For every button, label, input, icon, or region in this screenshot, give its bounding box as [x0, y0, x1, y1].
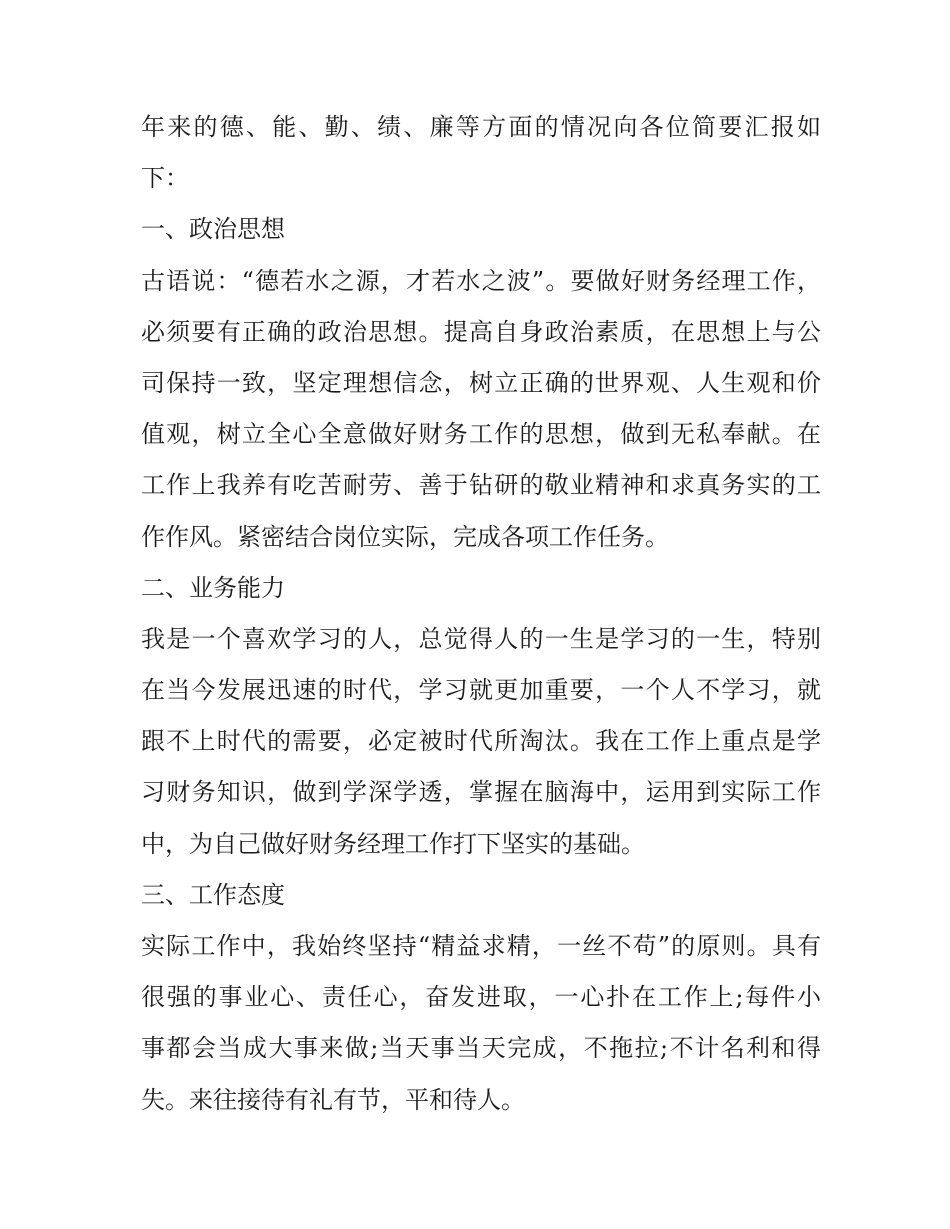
text-line: 跟不上时代的需要，必定被时代所淘汰。我在工作上重点是学 — [141, 727, 821, 756]
document-body — [141, 102, 821, 1126]
text-line: 古语说：“德若水之源，才若水之波”。要做好财务经理工作， — [141, 266, 821, 295]
text-line: 作作风。紧密结合岗位实际，完成各项工作任务。 — [141, 522, 669, 551]
text-line: 我是一个喜欢学习的人，总觉得人的一生是学习的一生，特别 — [141, 624, 821, 653]
text-line: 失。来往接待有礼有节，平和待人。 — [141, 1085, 525, 1114]
text-line: 值观，树立全心全意做好财务工作的思想，做到无私奉献。在 — [141, 420, 821, 449]
text-line: 事都会当成大事来做;当天事当天完成，不拖拉;不计名利和得 — [141, 1034, 821, 1063]
text-line: 实际工作中，我始终坚持“精益求精，一丝不苟”的原则。具有 — [141, 932, 821, 960]
section-heading-attitude: 三、工作态度 — [141, 880, 285, 909]
text-line: 习财务知识，做到学深学透，掌握在脑海中，运用到实际工作 — [141, 778, 821, 807]
text-line: 年来的德、能、勤、绩、廉等方面的情况向各位简要汇报如 — [141, 113, 821, 141]
section-heading-politics: 一、政治思想 — [141, 215, 285, 244]
text-line: 中，为自己做好财务经理工作打下坚实的基础。 — [141, 829, 645, 858]
text-line: 很强的事业心、责任心，奋发进取，一心扑在工作上;每件小 — [141, 983, 821, 1012]
text-line: 必须要有正确的政治思想。提高自身政治素质，在思想上与公 — [141, 317, 821, 346]
section-heading-ability: 二、业务能力 — [141, 573, 285, 602]
text-line: 在当今发展迅速的时代，学习就更加重要，一个人不学习，就 — [141, 676, 821, 705]
text-line: 司保持一致，坚定理想信念，树立正确的世界观、人生观和价 — [141, 368, 821, 397]
text-line: 下： — [141, 164, 189, 193]
text-line: 工作上我养有吃苦耐劳、善于钻研的敬业精神和求真务实的工 — [141, 471, 821, 500]
